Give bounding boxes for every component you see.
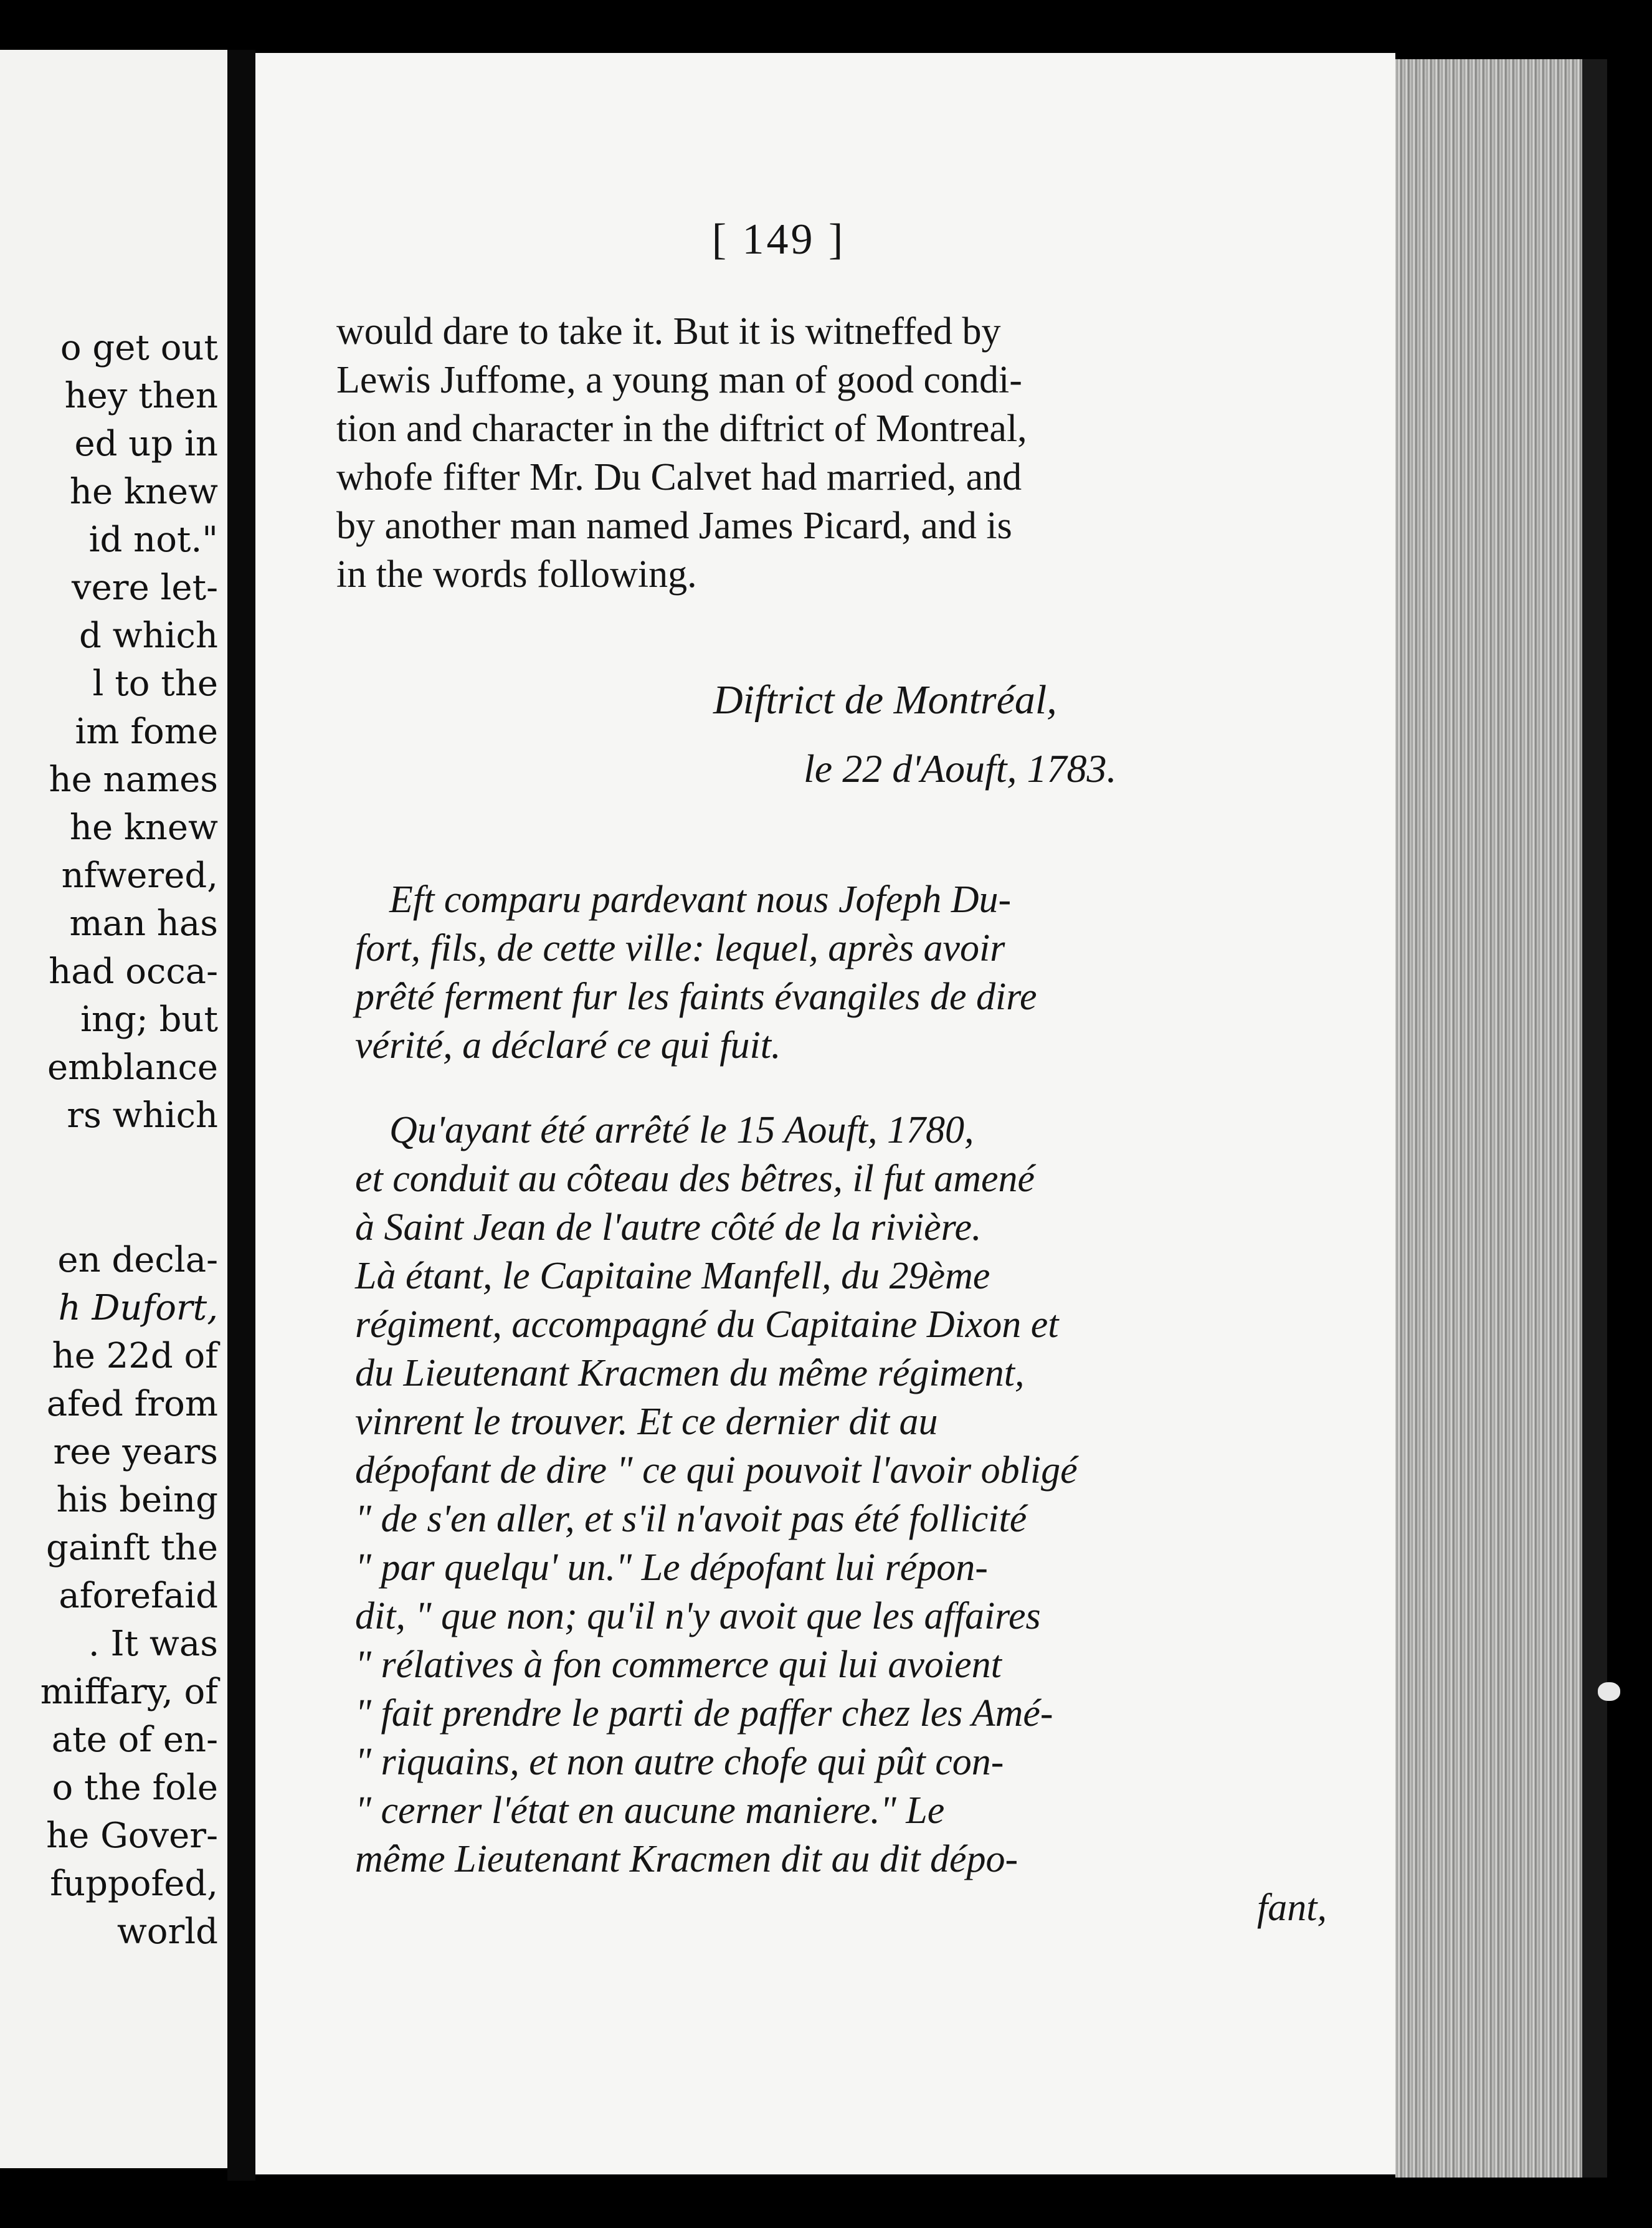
left-line: ate of en- — [51, 1720, 218, 1760]
book-edge-shadow — [1582, 59, 1607, 2178]
french-paragraph-2 — [355, 1106, 1327, 1932]
text-line: dit, " que non; qu'il n'y avoit que les affaires — [355, 1595, 1041, 1637]
left-line: ed up in — [74, 424, 218, 464]
text-line: prêté ferment fur les faints évangiles de dire — [355, 976, 1037, 1018]
left-line: o get out — [60, 328, 218, 368]
text-line: fort, fils, de cette ville: lequel, après avoir — [355, 927, 1005, 969]
text-line: whofe fifter Mr. Du Calvet had married, and — [336, 456, 1022, 498]
text-line: " par quelqu' un." Le dépofant lui répon- — [355, 1546, 988, 1589]
left-line: id not." — [88, 520, 218, 560]
left-line: he knew — [69, 807, 218, 848]
left-line: ree years — [53, 1432, 218, 1472]
text-line — [336, 307, 1296, 356]
left-line: miffary, of — [40, 1672, 218, 1712]
left-line: he Gover- — [46, 1816, 218, 1856]
left-line: fuppofed, — [50, 1864, 218, 1904]
french-paragraph-1 — [355, 875, 1314, 1070]
left-line: afed from — [46, 1384, 218, 1424]
page-right — [255, 53, 1395, 2174]
left-line: world — [116, 1911, 218, 1952]
left-line: im fome — [75, 712, 218, 752]
left-line: h Dufort, — [58, 1288, 218, 1328]
left-line: ing; but — [80, 999, 218, 1040]
left-line: he 22d of — [52, 1336, 218, 1376]
left-line: man has — [69, 903, 218, 944]
text-line: Là étant, le Capitaine Manfell, du 29ème — [355, 1255, 990, 1297]
catchword: fant, — [1257, 1887, 1327, 1929]
left-line: o the fole — [52, 1768, 218, 1808]
text-line: vinrent le trouver. Et ce dernier dit au — [355, 1401, 938, 1443]
left-page-text — [0, 324, 218, 1956]
text-line: et conduit au côteau des bêtres, il fut amené — [355, 1158, 1035, 1200]
place-heading: Diftrict de Montréal, — [713, 677, 1057, 723]
text-line: " riquains, et non autre chofe qui pût con- — [355, 1741, 1004, 1783]
left-line: aforefaid — [59, 1576, 218, 1616]
text-line: vérité, a déclaré ce qui fuit. — [355, 1024, 781, 1067]
text-line: du Lieutenant Kracmen du même régiment, — [355, 1352, 1025, 1394]
left-line: . It was — [88, 1624, 218, 1664]
text-line: " rélatives à fon commerce qui lui avoient — [355, 1644, 1002, 1686]
text-line: " fait prendre le parti de paffer chez les Amé- — [355, 1692, 1053, 1735]
left-line: rs which — [67, 1095, 218, 1136]
left-line: l to the — [92, 664, 218, 704]
left-line: emblance — [47, 1047, 218, 1088]
paragraph-gap — [0, 1140, 218, 1236]
text-line: dépofant de dire " ce qui pouvoit l'avoir obligé — [355, 1449, 1078, 1492]
text-line: in the words following. — [336, 553, 697, 596]
text-line: même Lieutenant Kracmen dit au dit dépo- — [355, 1838, 1018, 1880]
text-line: Lewis Juffome, a young man of good condi- — [336, 359, 1022, 401]
text-line: " cerner l'état en aucune maniere." Le — [355, 1789, 945, 1832]
left-line: nfwered, — [61, 855, 218, 896]
left-line: d which — [79, 616, 218, 656]
left-line: en decla- — [57, 1240, 218, 1280]
left-line: he names — [49, 759, 218, 800]
text-line: régiment, accompagné du Capitaine Dixon et — [355, 1303, 1059, 1346]
scan-speck — [1598, 1682, 1620, 1701]
english-paragraph — [336, 307, 1296, 599]
left-line: hey then — [64, 376, 218, 416]
left-line: vere let- — [72, 568, 218, 608]
text-line: by another man named James Picard, and is — [336, 505, 1012, 547]
left-line: his being — [56, 1480, 218, 1520]
book-page-edges — [1395, 59, 1582, 2178]
date-heading: le 22 d'Aouft, 1783. — [804, 746, 1117, 791]
line-text: would dare to take it. But it is witneffed by — [336, 310, 1001, 353]
page-number: [ 149 ] — [711, 216, 846, 264]
text-line: tion and character in the diftrict of Montreal, — [336, 407, 1027, 450]
text-line: " de s'en aller, et s'il n'avoit pas été follicité — [355, 1498, 1027, 1540]
left-line: he knew — [69, 472, 218, 512]
text-line: Eft comparu pardevant nous Jofeph Du- — [389, 878, 1012, 921]
text-line: à Saint Jean de l'autre côté de la rivière. — [355, 1206, 982, 1249]
book-gutter — [227, 50, 255, 2181]
facing-page-left — [0, 50, 227, 2168]
left-line: had occa- — [49, 951, 218, 992]
text-line: Qu'ayant été arrêté le 15 Aouft, 1780, — [389, 1109, 974, 1151]
left-line: gainft the — [46, 1528, 218, 1568]
